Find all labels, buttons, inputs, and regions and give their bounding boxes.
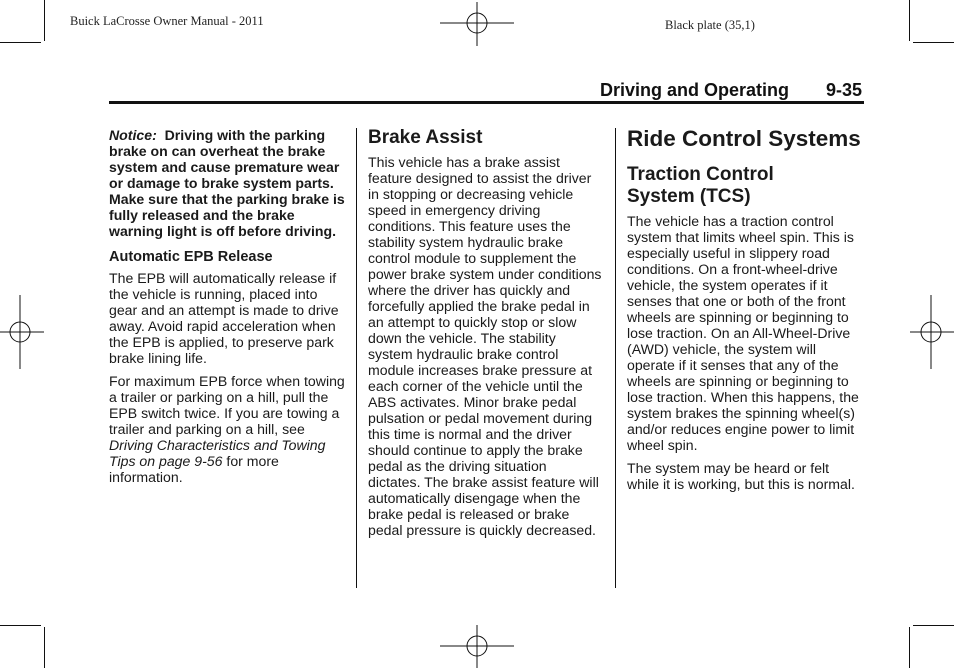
print-header-right: Black plate (35,1)	[665, 18, 755, 32]
epb-paragraph-2	[109, 373, 347, 485]
registration-mark-bottom-icon	[440, 625, 514, 668]
crop-mark-top-left-v	[44, 0, 45, 41]
brake-assist-heading: Brake Assist	[368, 127, 483, 148]
notice-paragraph	[109, 127, 347, 239]
tcs-paragraph-2: The system may be heard or felt while it is working, but this is normal.	[627, 460, 855, 492]
ride-control-title: Ride Control Systems	[627, 126, 861, 151]
notice-text: Driving with the parking brake on can overheat the brake system and cause premature wear or damage to brake system parts. Make sure that the parking brake is fully released and the brake warning light is off before driving.	[109, 127, 345, 239]
epb-heading: Automatic EPB Release	[109, 249, 273, 265]
crop-mark-top-right-v	[909, 0, 910, 41]
crop-mark-top-left-h	[0, 42, 41, 43]
tcs-heading: Traction Control System (TCS)	[627, 164, 774, 207]
cross-reference-link[interactable]: Driving Characteristics and Towing Tips on page 9-56	[109, 437, 326, 469]
running-head-section: Driving and Operating	[600, 80, 790, 100]
column-left	[109, 127, 347, 492]
epb-paragraph-2-start: For maximum EPB force when towing a trailer or parking on a hill, pull the EPB switch twice. If you are towing a trailer and parking on a hill, see	[109, 373, 345, 437]
registration-mark-top-icon	[440, 2, 514, 46]
column-middle	[368, 127, 603, 545]
column-right	[627, 125, 865, 499]
column-divider-1	[356, 128, 357, 588]
crop-mark-bottom-right-v	[909, 627, 910, 668]
crop-mark-top-right-h	[913, 42, 954, 43]
crop-mark-bottom-left-v	[44, 627, 45, 668]
epb-paragraph-2-end: for more information.	[109, 453, 279, 485]
registration-mark-right-icon	[910, 295, 954, 369]
column-divider-2	[615, 128, 616, 588]
print-header-left: Buick LaCrosse Owner Manual - 2011	[70, 14, 264, 28]
crop-mark-bottom-right-h	[913, 625, 954, 626]
notice-label: Notice:	[109, 127, 157, 143]
page-number: 9-35	[826, 80, 863, 100]
crop-mark-bottom-left-h	[0, 625, 41, 626]
brake-assist-paragraph: This vehicle has a brake assist feature designed to assist the driver in stopping or decreasing vehicle speed in emergency driving conditions. This feature uses the stability system hydraulic brake control module to supplement the power brake system under conditions where the driver has quickly and forcefully applied the brake pedal in an attempt to quickly stop or slow down the vehicle. The stability system hydraulic brake control module increases brake pressure at each corner of the vehicle until the ABS activates. Minor brake pedal pulsation or pedal movement during this time is normal and the driver should continue to apply the brake pedal as the driving situation dictates. The brake assist feature will automatically disengage when the brake pedal is released or brake pedal pressure is quickly decreased.	[368, 154, 602, 538]
tcs-paragraph-1: The vehicle has a traction control system that limits wheel spin. This is especially useful in slippery road conditions. On a front-wheel-drive vehicle, the system operates if it senses that one or both of the front wheels are spinning or beginning to lose traction. On an All-Wheel-Drive (AWD) vehicle, the system will operate if it senses that any of the wheels are spinning or beginning to lose traction. When this happens, the system brakes the spinning wheel(s) and/or reduces engine power to limit wheel spin.	[627, 213, 859, 453]
registration-mark-left-icon	[0, 295, 44, 369]
epb-paragraph-1: The EPB will automatically release if the vehicle is running, placed into gear and an attempt is made to drive away. Avoid rapid acceleration when the EPB is applied, to preserve park brake lining life.	[109, 270, 339, 366]
header-rule	[109, 101, 864, 104]
